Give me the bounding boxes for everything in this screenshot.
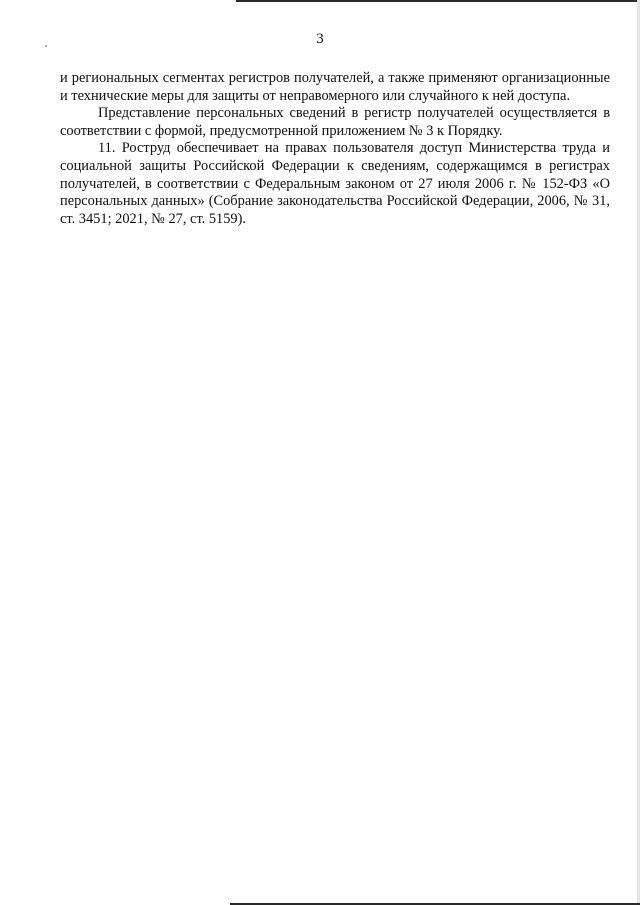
paragraph-continuation: и региональных сегментах регистров получателей, а также применяют организационные и технические меры для защиты от неправомерного или случайного к ней доступа. bbox=[60, 70, 610, 104]
scan-edge-top bbox=[236, 0, 640, 2]
page-number: 3 bbox=[316, 31, 324, 47]
document-body bbox=[60, 70, 610, 228]
paragraph-item-11: 11. Роструд обеспечивает на правах пользователя доступ Министерства труда и социальной защиты Российской Федерации к сведениям, содержащимся в регистрах получателей, в соответствии с Федеральным законом от 27 июля 2006 г. № 152-ФЗ «О персональных данных» (Собрание законодательства Российской Федерации, 2006, № 31, ст. 3451; 2021, № 27, ст. 5159). bbox=[60, 140, 610, 227]
paragraph-submission: Представление персональных сведений в регистр получателей осуществляется в соответствии с формой, предусмотренной приложением № 3 к Порядку. bbox=[60, 105, 610, 139]
